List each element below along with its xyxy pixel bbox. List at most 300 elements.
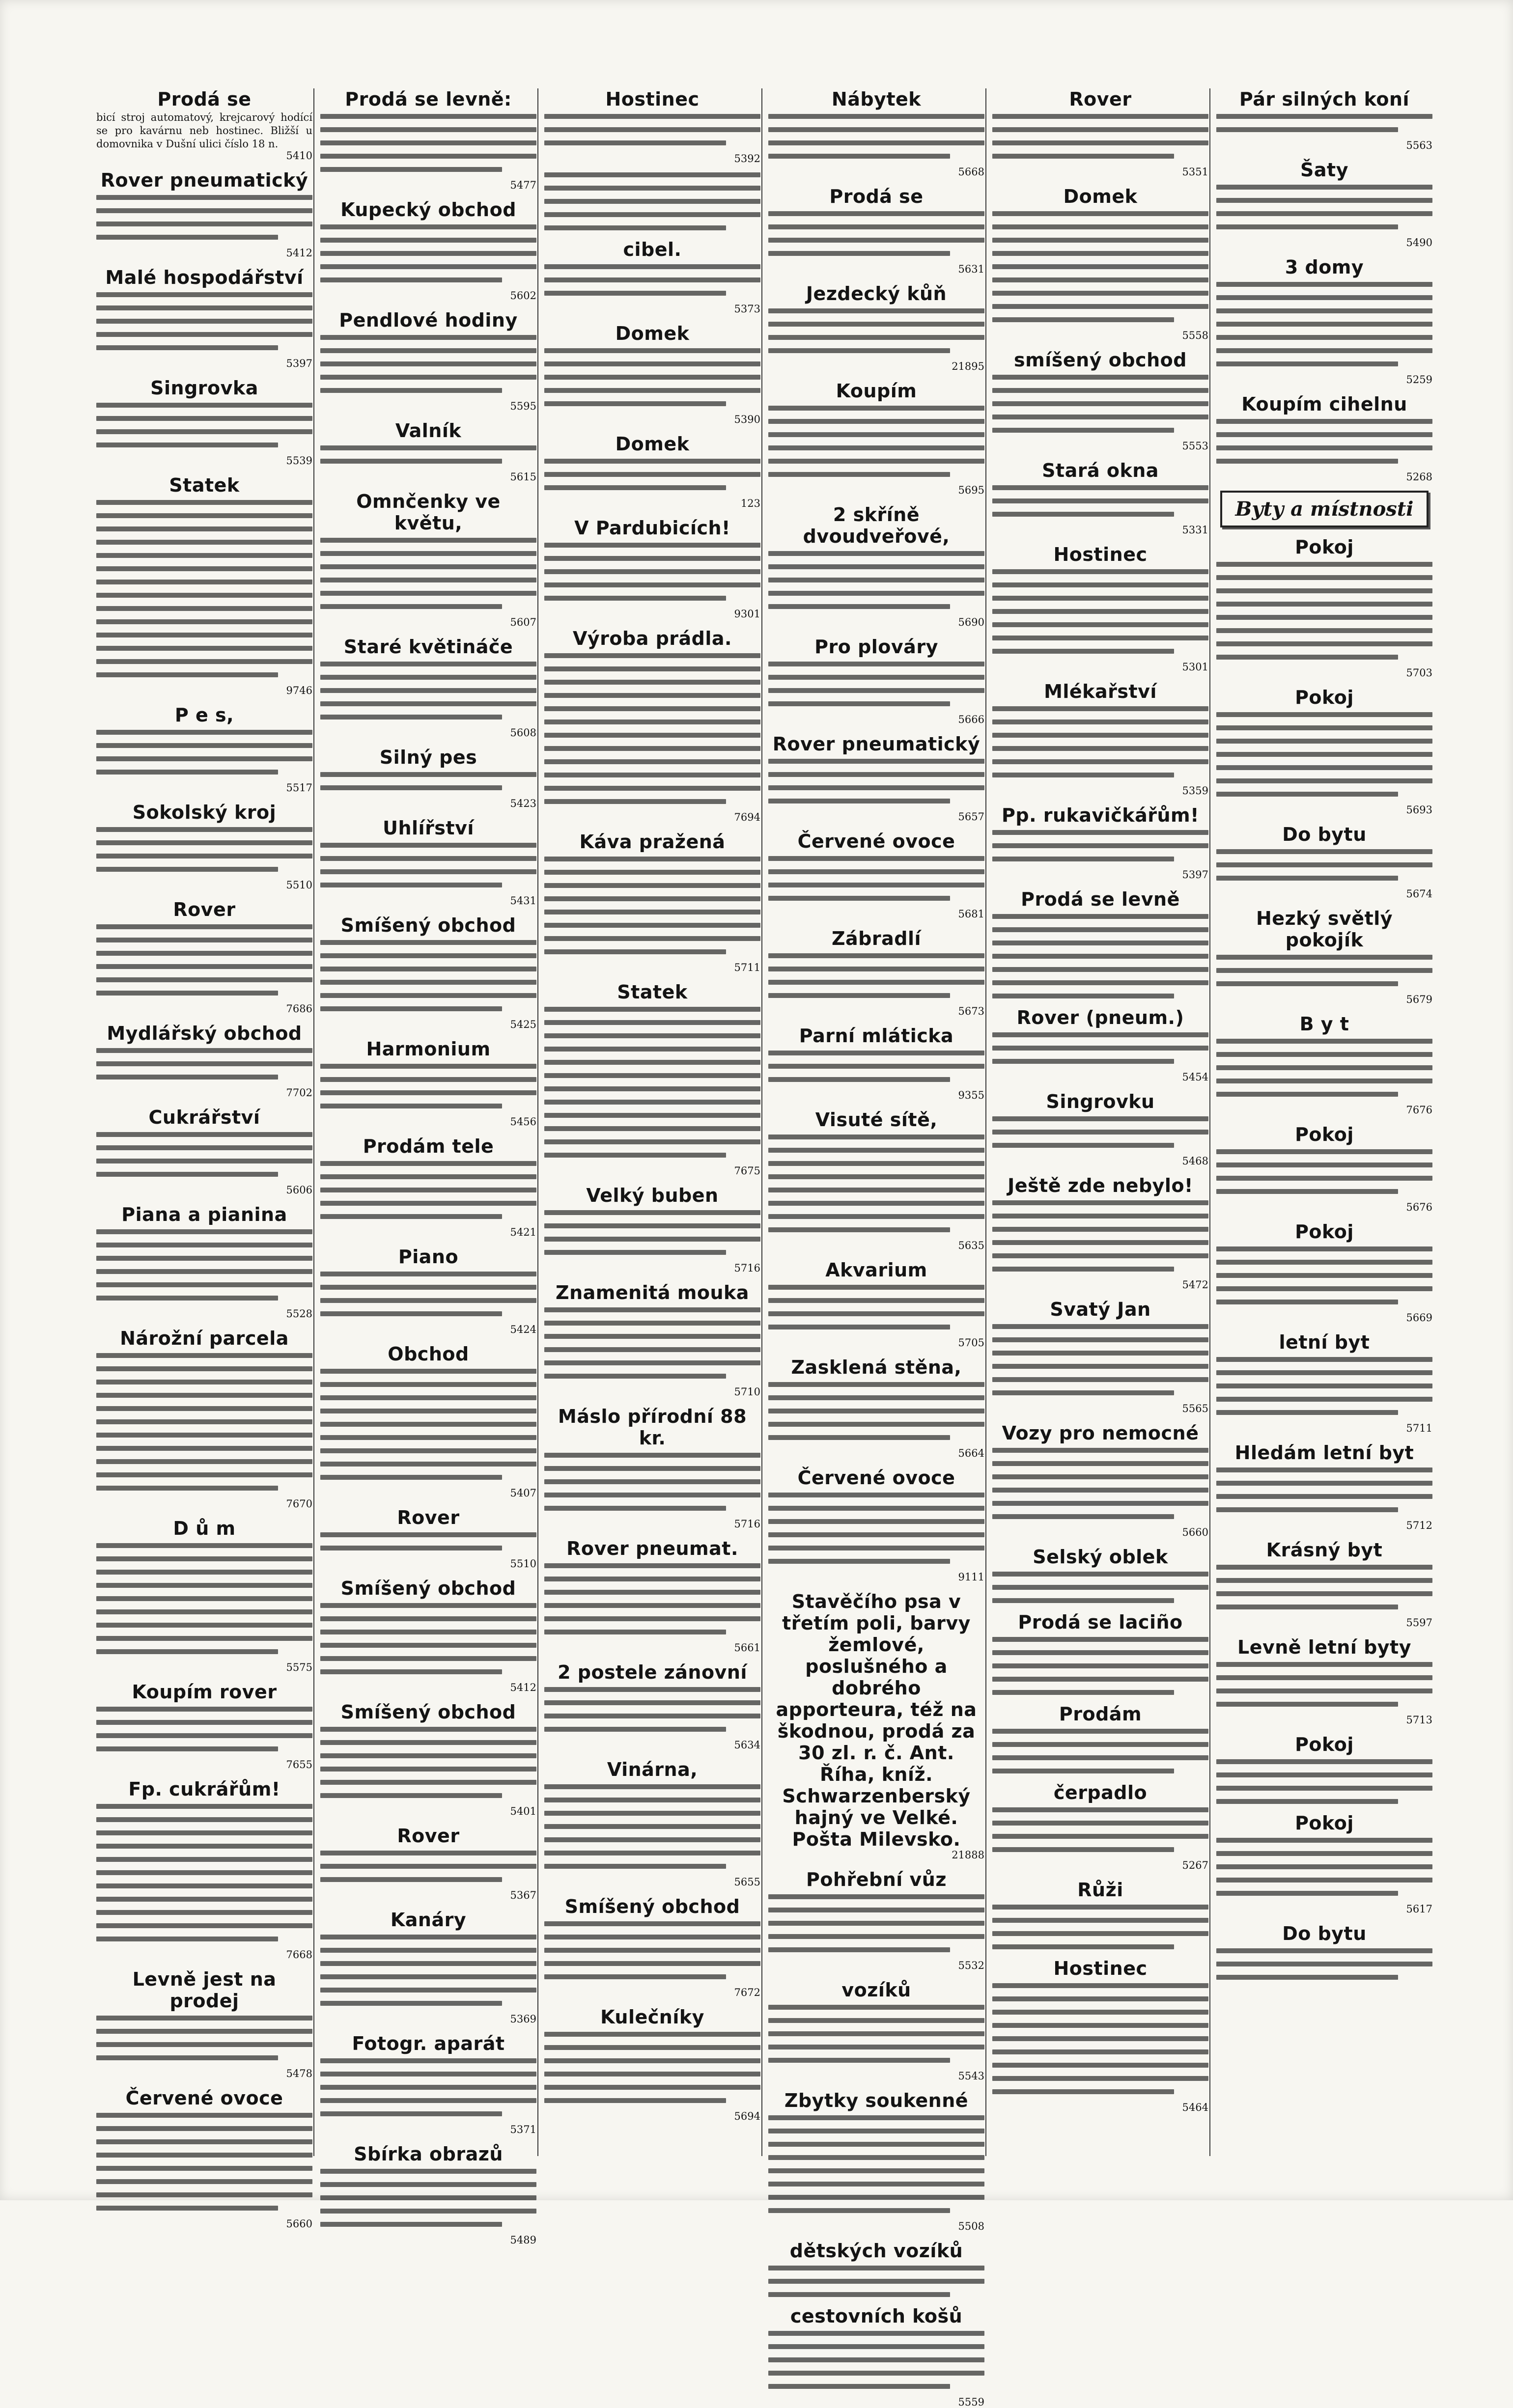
ad-heading: Silný pes <box>379 747 477 768</box>
text-line <box>992 1572 1208 1577</box>
text-line <box>96 977 312 982</box>
ad-heading: Sokolský kroj <box>132 802 277 823</box>
ad-heading: Zábradlí <box>831 928 922 949</box>
text-line <box>96 1543 312 1548</box>
classified-ad <box>768 1467 984 1583</box>
ad-heading: Stavěčího psa v třetím poli, barvy žemlové, poslušného a dobrého apporteura, též na škodnou, prodá za 30 zl. r. č. Ant. Říha, kníž. Schwarzenberský hajný ve Velké. Pošta Milevsko. <box>776 1591 977 1850</box>
text-line <box>96 1804 312 1809</box>
column-rule <box>985 88 986 2156</box>
ad-body-lines <box>1216 1662 1432 1707</box>
text-line <box>768 967 984 971</box>
ad-body-lines <box>96 195 312 240</box>
text-line <box>544 706 760 711</box>
text-line <box>544 1033 760 1038</box>
text-line <box>992 2076 1208 2081</box>
text-line <box>320 1961 536 1966</box>
text-line <box>768 1188 984 1192</box>
text-line <box>96 2029 312 2034</box>
text-line <box>96 827 312 832</box>
text-line <box>320 1988 536 1993</box>
classified-ad <box>320 88 536 191</box>
classified-ad <box>768 1979 984 2082</box>
text-line <box>992 304 1208 309</box>
ad-heading: D ů m <box>173 1518 236 1539</box>
classified-ad <box>1216 1442 1432 1531</box>
text-line <box>96 1159 312 1163</box>
ad-heading: Hostinec <box>1053 544 1148 565</box>
classified-ad <box>768 733 984 823</box>
ad-heading: Levně jest na prodej <box>132 1968 277 2012</box>
classified-ad <box>96 1778 312 1961</box>
classified-ad <box>768 380 984 496</box>
ad-reference-number: 5425 <box>510 1019 536 1030</box>
ad-reference-number: 5595 <box>510 400 536 412</box>
text-line <box>992 1690 1174 1695</box>
text-line <box>320 277 502 282</box>
ad-heading: Do bytu <box>1282 1923 1367 1944</box>
text-line <box>768 1409 984 1413</box>
ad-heading: Hostinec <box>605 88 700 110</box>
ad-reference-number: 7702 <box>286 1087 312 1099</box>
ad-heading: smíšený obchod <box>1014 349 1187 371</box>
text-line <box>1216 1286 1432 1291</box>
text-line <box>992 569 1208 574</box>
classified-ad <box>320 1246 536 1335</box>
ad-body-lines <box>320 940 536 1011</box>
text-line <box>544 348 760 353</box>
text-line <box>544 212 760 217</box>
ad-body-lines <box>320 1369 536 1480</box>
text-line <box>544 2032 760 2037</box>
text-line <box>768 2115 984 2120</box>
text-line <box>1216 1962 1432 1966</box>
classified-ad <box>768 1025 984 1101</box>
text-line <box>768 2142 984 2147</box>
text-line <box>1216 876 1398 881</box>
classified-ad <box>1216 1539 1432 1629</box>
text-line <box>1216 308 1432 313</box>
text-line <box>544 361 760 366</box>
classified-ad <box>96 88 312 162</box>
text-line <box>1216 1260 1432 1265</box>
text-line <box>544 1086 760 1091</box>
text-line <box>544 1126 760 1131</box>
text-line <box>320 940 536 945</box>
ad-body-lines <box>96 2113 312 2211</box>
ad-heading: Selský oblek <box>1033 1546 1168 1568</box>
ad-body-lines <box>768 759 984 803</box>
text-line <box>544 1577 760 1581</box>
text-line <box>768 2357 984 2362</box>
classified-ad <box>768 88 984 178</box>
ad-heading: Kanáry <box>390 1909 467 1931</box>
text-line <box>96 1883 312 1888</box>
classified-ad <box>1216 536 1432 679</box>
text-line <box>768 308 984 313</box>
text-line <box>768 688 984 693</box>
ad-body-lines <box>320 335 536 393</box>
text-line <box>1216 1065 1432 1070</box>
classified-ad <box>96 169 312 259</box>
text-line <box>544 1153 726 1158</box>
ad-body-lines <box>320 772 536 790</box>
text-line <box>96 840 312 845</box>
text-line <box>96 1393 312 1398</box>
ad-body-lines <box>768 1135 984 1232</box>
text-line <box>992 485 1208 490</box>
ad-body-lines <box>768 308 984 353</box>
classified-ad <box>96 2087 312 2230</box>
classified-ad <box>320 1038 536 1128</box>
ad-heading: Smíšený obchod <box>340 914 516 936</box>
text-line <box>992 1905 1208 1910</box>
ad-body-lines <box>320 445 536 464</box>
ad-reference-number: 123 <box>740 498 760 509</box>
text-line <box>96 1256 312 1261</box>
ad-body-lines <box>768 2005 984 2063</box>
text-line <box>768 869 984 874</box>
classified-ad <box>1216 1734 1432 1804</box>
ad-reference-number: 5478 <box>286 2068 312 2079</box>
text-line <box>1216 752 1432 757</box>
ad-heading: Výroba prádla. <box>573 628 732 649</box>
classified-ad <box>992 186 1208 341</box>
text-line <box>96 1830 312 1835</box>
text-line <box>768 1298 984 1303</box>
text-line <box>96 553 312 558</box>
text-line <box>1216 1176 1432 1181</box>
classified-ad <box>1216 824 1432 900</box>
ad-reference-number: 5401 <box>510 1805 536 1817</box>
classified-ad <box>96 474 312 696</box>
classified-ad <box>992 544 1208 673</box>
ad-body-lines <box>320 1161 536 1219</box>
text-line <box>544 172 760 177</box>
ad-body-lines <box>1216 282 1432 366</box>
text-line <box>320 2001 502 2006</box>
ad-body-lines <box>96 1707 312 1751</box>
text-line <box>96 1229 312 1234</box>
ad-body-lines <box>992 375 1208 433</box>
text-line <box>1216 1565 1432 1570</box>
text-line <box>96 1844 312 1849</box>
text-line <box>96 1269 312 1274</box>
classified-ad <box>544 172 760 230</box>
text-line <box>320 701 536 706</box>
text-line <box>768 1227 950 1232</box>
text-line <box>96 659 312 664</box>
ad-body-lines <box>992 1983 1208 2094</box>
text-line <box>768 1161 984 1166</box>
ad-heading: cibel. <box>623 239 682 260</box>
classified-ad <box>320 1578 536 1693</box>
text-line <box>992 994 1174 998</box>
text-line <box>1216 712 1432 717</box>
classified-ad <box>1216 1812 1432 1915</box>
text-line <box>320 348 536 353</box>
ad-body-lines <box>768 2115 984 2213</box>
classified-ad <box>544 2006 760 2122</box>
ad-heading: Vozy pro nemocné <box>1002 1422 1199 1444</box>
text-line <box>1216 1878 1432 1882</box>
text-line <box>992 1944 1174 1949</box>
ad-heading: Domek <box>615 433 690 455</box>
classified-ad <box>320 1135 536 1238</box>
text-line <box>992 498 1208 503</box>
classified-ad <box>1216 1331 1432 1434</box>
text-line <box>992 1351 1208 1356</box>
classified-ad <box>1216 393 1432 483</box>
text-line <box>544 1210 760 1215</box>
text-line <box>96 1817 312 1822</box>
ad-body-lines <box>320 2058 536 2116</box>
ad-reference-number: 5489 <box>510 2234 536 2246</box>
ad-heading: Máslo přírodní 88 kr. <box>558 1406 747 1449</box>
classified-ad <box>992 1175 1208 1291</box>
text-line <box>320 2058 536 2063</box>
text-line <box>96 1172 278 1177</box>
text-line <box>1216 361 1398 366</box>
ad-body-lines <box>544 653 760 804</box>
text-line <box>992 1364 1208 1369</box>
column-rule <box>761 88 762 2156</box>
ad-heading: Pár silných koní <box>1239 88 1410 110</box>
ad-heading: Pokoj <box>1295 687 1354 708</box>
text-line <box>320 1630 536 1634</box>
ad-heading: Pokoj <box>1295 1124 1354 1145</box>
classified-ad <box>1216 256 1432 386</box>
text-line <box>96 1556 312 1561</box>
text-line <box>1216 322 1432 327</box>
text-line <box>1216 335 1432 340</box>
ad-body-lines <box>768 406 984 477</box>
ad-heading: Do bytu <box>1282 824 1367 845</box>
text-line <box>1216 1273 1432 1278</box>
classified-ad <box>320 817 536 907</box>
ad-heading: 2 postele zánovní <box>558 1661 747 1683</box>
text-line <box>768 406 984 411</box>
ad-reference-number: 5713 <box>1406 1714 1432 1726</box>
text-line <box>320 167 502 172</box>
text-line <box>1216 1688 1432 1693</box>
text-line <box>544 1864 726 1869</box>
text-line <box>992 2036 1208 2041</box>
ad-heading: Ještě zde nebylo! <box>1008 1175 1193 1196</box>
text-line <box>1216 224 1398 229</box>
text-line <box>96 195 312 200</box>
text-line <box>992 1931 1208 1936</box>
classified-ad <box>768 1109 984 1251</box>
ad-body-lines <box>320 1532 536 1550</box>
ad-body-lines <box>1216 1246 1432 1304</box>
ad-body-lines <box>1216 562 1432 660</box>
ad-body-lines <box>768 1051 984 1082</box>
text-line <box>544 264 760 269</box>
ad-reference-number: 5597 <box>1406 1617 1432 1629</box>
ad-body-lines <box>544 1007 760 1158</box>
text-line <box>544 773 760 777</box>
text-line <box>96 332 312 337</box>
classified-ad <box>544 1185 760 1274</box>
text-line <box>544 720 760 724</box>
text-line <box>992 1514 1174 1519</box>
text-line <box>544 896 760 901</box>
text-line <box>768 322 984 327</box>
text-line <box>768 1559 950 1564</box>
text-line <box>768 551 984 556</box>
classified-ad <box>544 1406 760 1530</box>
ad-reference-number: 5528 <box>286 1308 312 1320</box>
text-line <box>544 1237 760 1242</box>
ad-body-lines <box>1216 955 1432 986</box>
ad-heading: Zbytky soukenné <box>784 2090 969 2111</box>
text-line <box>320 564 536 569</box>
ad-body-lines <box>992 914 1208 998</box>
text-line <box>544 1824 760 1829</box>
classified-ad <box>320 1701 536 1817</box>
text-line <box>1216 655 1398 660</box>
text-line <box>544 459 760 464</box>
classified-ad <box>320 1909 536 2025</box>
text-line <box>544 1700 760 1705</box>
text-line <box>768 127 984 132</box>
classified-ad <box>544 1759 760 1888</box>
text-line <box>992 1637 1208 1642</box>
text-line <box>96 443 278 447</box>
classified-ad <box>992 1879 1208 1949</box>
text-line <box>96 1145 312 1150</box>
ad-reference-number: 7655 <box>286 1759 312 1771</box>
text-line <box>320 993 536 998</box>
text-line <box>768 1506 984 1511</box>
text-line <box>96 526 312 531</box>
text-line <box>96 1472 312 1477</box>
text-line <box>96 1406 312 1411</box>
text-line <box>96 2166 312 2171</box>
ad-body-lines <box>320 662 536 720</box>
ad-reference-number: 5397 <box>286 358 312 369</box>
classified-ad <box>1216 908 1432 1005</box>
ad-column-4 <box>768 88 984 2408</box>
text-line <box>320 1395 536 1400</box>
text-line <box>768 1947 950 1952</box>
text-line <box>320 1727 536 1732</box>
text-line <box>992 1253 1208 1258</box>
ad-body-lines <box>1216 185 1432 229</box>
ad-reference-number: 5716 <box>734 1518 760 1530</box>
ad-body-lines <box>992 1572 1208 1603</box>
text-line <box>96 580 312 584</box>
text-line <box>96 1132 312 1137</box>
ad-reference-number: 5606 <box>286 1184 312 1196</box>
text-line <box>320 1382 536 1387</box>
ad-reference-number: 5267 <box>1182 1859 1208 1871</box>
text-line <box>768 1395 984 1400</box>
text-line <box>544 388 760 393</box>
ad-heading: Hezký světlý pokojík <box>1256 908 1393 951</box>
text-line <box>544 472 760 477</box>
ad-heading: Prodám tele <box>363 1135 494 1157</box>
ad-heading: 3 domy <box>1285 256 1364 278</box>
ad-reference-number: 5673 <box>958 1005 984 1017</box>
ad-body-lines <box>992 1032 1208 1064</box>
text-line <box>768 578 984 582</box>
ad-body-lines <box>544 264 760 296</box>
text-line <box>1216 1494 1432 1499</box>
text-line <box>1216 1162 1432 1167</box>
text-line <box>1216 1079 1432 1083</box>
ad-heading: Hostinec <box>1053 1958 1148 1979</box>
text-line <box>992 1474 1208 1479</box>
text-line <box>992 1046 1208 1051</box>
text-line <box>544 2045 760 2050</box>
ad-heading: Prodá se levně <box>1021 888 1180 910</box>
text-line <box>96 2042 312 2047</box>
text-line <box>992 1240 1208 1245</box>
classified-ad <box>768 1591 984 1861</box>
text-line <box>992 914 1208 919</box>
text-line <box>544 186 760 191</box>
text-line <box>320 883 502 887</box>
text-line <box>544 277 760 282</box>
text-line <box>992 1677 1208 1682</box>
text-line <box>544 569 760 574</box>
text-line <box>1216 459 1398 464</box>
text-line <box>544 910 760 914</box>
ad-heading: V Pardubicích! <box>574 517 730 539</box>
ad-reference-number: 5695 <box>958 484 984 496</box>
text-line <box>768 772 984 777</box>
ad-reference-number: 5421 <box>510 1226 536 1238</box>
classified-ad <box>992 1703 1208 1773</box>
text-line <box>1216 1370 1432 1375</box>
ad-reference-number: 5608 <box>510 727 536 739</box>
ad-heading: Koupím cihelnu <box>1241 393 1407 415</box>
ad-body-lines <box>768 1493 984 1564</box>
text-line <box>1216 432 1432 437</box>
text-line <box>320 1793 502 1798</box>
text-line <box>768 1422 984 1427</box>
ad-reference-number: 5412 <box>286 247 312 259</box>
ad-heading: Rover <box>397 1507 460 1528</box>
ad-reference-number: 5690 <box>958 616 984 628</box>
classified-ad <box>992 1782 1208 1871</box>
text-line <box>96 593 312 598</box>
text-line <box>96 1366 312 1371</box>
ad-reference-number: 5563 <box>1406 139 1432 151</box>
text-line <box>96 319 312 324</box>
ad-heading: Fp. cukrářům! <box>128 1778 280 1800</box>
text-line <box>96 606 312 611</box>
ad-heading: Pokoj <box>1295 1812 1354 1834</box>
text-line <box>992 596 1208 601</box>
text-line <box>992 1448 1208 1453</box>
text-line <box>992 706 1208 711</box>
text-line <box>768 1325 950 1329</box>
text-line <box>768 2331 984 2336</box>
ad-reference-number: 5716 <box>734 1262 760 1274</box>
text-line <box>768 953 984 958</box>
ad-reference-number: 5468 <box>1182 1155 1208 1167</box>
classified-ad <box>96 802 312 891</box>
classified-ad <box>768 1869 984 1971</box>
ad-heading: Prodá se <box>829 186 924 207</box>
text-line <box>768 2208 950 2213</box>
text-line <box>768 1435 950 1440</box>
ad-reference-number: 5259 <box>1406 374 1432 386</box>
ad-heading: Prodám <box>1059 1703 1142 1725</box>
ad-heading: Nárožní parcela <box>120 1328 289 1349</box>
